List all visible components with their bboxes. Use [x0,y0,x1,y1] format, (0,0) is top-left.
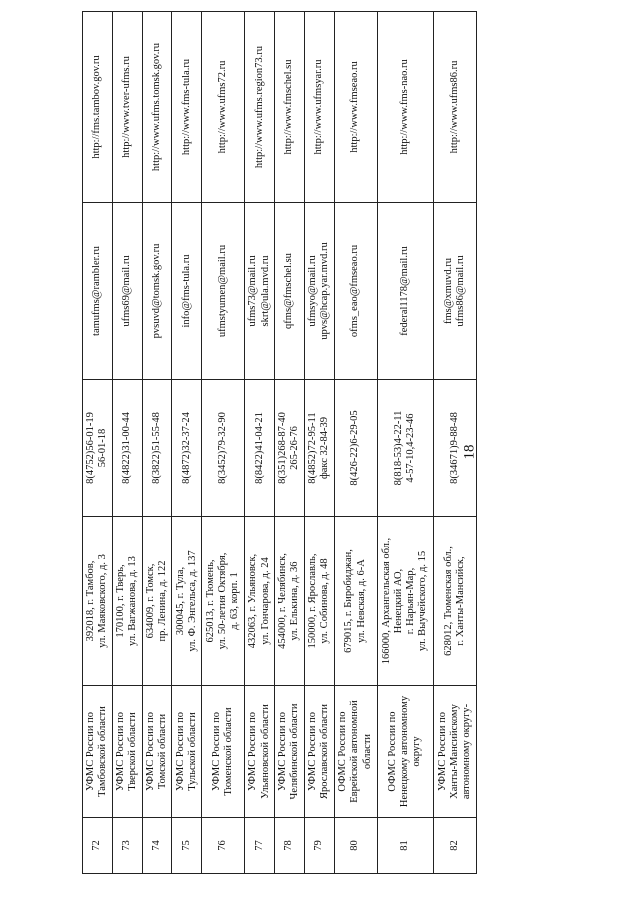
page-number: 18 [461,444,478,460]
email-cell [245,203,275,380]
organization-line: УФМС России по [85,711,97,792]
table-row [172,12,202,874]
email-cell [172,203,202,380]
address-line: ул. Гончарова, д. 24 [259,557,271,645]
website-text: http://www.fmseao.ru [349,61,361,153]
phone-line: 8(4752)56-01-19 [85,412,97,484]
organization-cell [433,686,476,818]
phone-line: 265-26-76 [289,426,301,470]
address-cell [142,517,172,686]
email-line: ufms69@mail.ru [121,255,133,327]
organization-line: Тюменской области [223,707,235,796]
row-number-cell [377,818,433,874]
organization-line: Еврейской автономной [349,700,361,803]
row-number-text: 77 [253,840,265,851]
address-cell [274,517,304,686]
address-cell [202,517,245,686]
address-cell [377,517,433,686]
email-cell [433,203,476,380]
email-cell [202,203,245,380]
address-cell [112,517,142,686]
email-line: ufms86@mail.ru [454,255,466,327]
email-cell [274,203,304,380]
website-cell [334,12,377,203]
website-text: http://www.ufms.region73.ru [253,45,265,169]
website-text: http://www.ufms.tomsk.gov.ru [150,42,162,172]
website-cell [172,12,202,203]
organization-line: УФМС России по [144,711,156,792]
address-line: 170100, г. Тверь, [115,564,127,638]
website-cell [274,12,304,203]
organization-line: УФМС России по [277,711,289,792]
phone-cell [245,380,275,517]
organization-line: Ненецкому автономному [399,695,411,808]
organization-line: Ярославской области [319,703,331,800]
organization-cell [172,686,202,818]
organization-line: Ханты-Мансийскому [448,704,460,799]
row-number-text: 80 [349,840,361,851]
website-cell [112,12,142,203]
phone-line: 8(818-53)4-22-11 [393,410,405,486]
organization-line: Ульяновской области [259,704,271,799]
address-line: ул. Выучейского, д. 15 [417,550,429,652]
organization-cell [142,686,172,818]
organization-cell [274,686,304,818]
address-line: ул. Невская, д. 6-А [355,559,367,643]
website-text: http://www.ufms72.ru [217,60,229,154]
email-line: fms@xmuvd.ru [442,258,454,324]
address-line: 679015, г. Биробиджан, [343,549,355,653]
website-text: http://www.tver-ufms.ru [121,56,133,158]
table-row [245,12,275,874]
address-line: 625013, г. Тюмень, [205,559,217,643]
website-cell [202,12,245,203]
row-number-text: 76 [217,840,229,851]
website-text: http://www.fms-tula.ru [180,58,192,156]
organization-line: Томской области [156,713,168,790]
website-cell [142,12,172,203]
address-cell [334,517,377,686]
website-text: http://fms.tambov.gov.ru [91,55,103,159]
row-number-text: 81 [399,840,411,851]
row-number-cell [433,818,476,874]
website-text: http://www.fmschel.su [283,59,295,155]
row-number-cell [172,818,202,874]
organization-cell [245,686,275,818]
organization-line: Тверской области [127,712,139,791]
website-cell [377,12,433,203]
row-number-cell [202,818,245,874]
organization-line: области [361,733,373,770]
address-line: 166000, Архангельская обл., [381,537,393,665]
phone-line: 8(4852)72-95-11 [307,412,319,484]
organization-cell [377,686,433,818]
fms-offices-table [82,11,477,874]
phone-line: 8(4822)31-00-44 [121,412,133,484]
website-text: http://www.fms-nao.ru [399,59,411,155]
table-row [112,12,142,874]
organization-line: УФМС России по [115,711,127,792]
phone-cell [202,380,245,517]
address-line: ул. Ф. Энгельса, д. 137 [186,550,198,652]
email-cell [377,203,433,380]
table-row [334,12,377,874]
organization-line: Тульской области [186,712,198,791]
address-line: ул. Вагжанова, д. 13 [127,556,139,646]
organization-line: УФМС России по [247,711,259,792]
phone-cell [142,380,172,517]
row-number-cell [112,818,142,874]
phone-line: 8(3822)51-55-48 [150,412,162,484]
email-line: upvs@hcap.yar.mvd.ru [319,242,331,340]
phone-cell [274,380,304,517]
row-number-text: 73 [121,840,133,851]
address-cell [245,517,275,686]
phone-line: 8(4872)32-37-24 [180,412,192,484]
organization-cell [83,686,113,818]
email-line: ufms73@mail.ru [247,255,259,327]
organization-cell [112,686,142,818]
table-row [83,12,113,874]
organization-line: УФМС России по [436,711,448,792]
email-line: skrt@ula.mvd.ru [259,255,271,327]
email-cell [334,203,377,380]
organization-line: Тамбовской области [97,706,109,797]
organization-line: ОФМС России по [387,711,399,792]
organization-cell [334,686,377,818]
address-line: ул. 50-летия Октября, [217,552,229,650]
address-line: 300045, г. Тула, [174,566,186,636]
table-row [142,12,172,874]
phone-cell [172,380,202,517]
row-number-cell [245,818,275,874]
row-number-cell [83,818,113,874]
address-line: ул. Маяковского, д. 3 [97,554,109,648]
address-line: Ненецкий АО, [393,568,405,634]
row-number-text: 72 [91,840,103,851]
phone-cell [83,380,113,517]
organization-line: округу [411,736,423,767]
website-text: http://www.ufms86.ru [448,60,460,154]
row-number-text: 74 [150,840,162,851]
table-row [304,12,334,874]
rotated-table-container [82,42,477,874]
phone-line: 4-57-10,4-23-46 [405,413,417,483]
table-row [202,12,245,874]
address-line: 634009, г. Томск, [144,563,156,639]
email-line: pvsuvd@tomsk.gov.ru [150,243,162,339]
phone-cell [433,380,476,517]
row-number-cell [334,818,377,874]
phone-cell [304,380,334,517]
organization-line: ОФМС России по [337,711,349,792]
phone-line: факс 32-84-39 [319,416,331,480]
email-line: federal1178@mail.ru [399,246,411,336]
row-number-text: 78 [283,840,295,851]
row-number-text: 75 [180,840,192,851]
website-cell [245,12,275,203]
row-number-cell [304,818,334,874]
organization-cell [304,686,334,818]
table-row [433,12,476,874]
phone-line: 8(8422)41-04-21 [253,412,265,484]
phone-line: 8(426-22)6-29-05 [349,410,361,486]
address-line: ул. Собинова, д. 48 [319,558,331,644]
email-line: info@fms-tula.ru [180,254,192,328]
address-line: 454000, г. Челябинск, [277,553,289,649]
phone-line: 56-01-18 [97,428,109,468]
organization-line: УФМС России по [174,711,186,792]
address-line: г. Ханты-Мансийск, [454,556,466,646]
website-cell [433,12,476,203]
email-line: ufmstyumen@mail.ru [217,244,229,338]
address-line: 150000, г. Ярославль, [307,553,319,649]
email-line: ufmsyo@mail.ru [307,255,319,327]
address-line: ул. Елькина, д. 36 [289,561,301,641]
address-cell [433,517,476,686]
table-row [377,12,433,874]
organization-cell [202,686,245,818]
table-row [274,12,304,874]
phone-line: 8(3452)79-32-90 [217,412,229,484]
phone-cell [112,380,142,517]
address-cell [83,517,113,686]
address-cell [304,517,334,686]
email-cell [142,203,172,380]
row-number-cell [274,818,304,874]
email-cell [83,203,113,380]
address-cell [172,517,202,686]
website-cell [304,12,334,203]
address-line: 392018, г. Тамбов, [85,560,97,642]
organization-line: автономному округу- [460,703,472,800]
phone-cell [377,380,433,517]
organization-line: УФМС России по [211,711,223,792]
website-text: http://www.ufmsyar.ru [313,59,325,155]
phone-cell [334,380,377,517]
row-number-cell [142,818,172,874]
address-line: д. 63, корп. 1 [229,572,241,630]
row-number-text: 82 [448,840,460,851]
email-line: ofms_eao@fmseao.ru [349,244,361,338]
address-line: пр. Ленина, д. 122 [156,560,168,642]
organization-line: Челябинской области [289,703,301,800]
website-cell [83,12,113,203]
email-cell [112,203,142,380]
email-cell [304,203,334,380]
row-number-text: 79 [313,840,325,851]
phone-line: 8(34671)9-88-48 [448,412,460,484]
organization-line: УФМС России по [307,711,319,792]
email-line: tamufms@rambler.ru [91,246,103,336]
address-line: 628012, Тюменская обл., [442,546,454,656]
phone-line: 8(351)268-87-40 [277,412,289,484]
email-line: qfms@fmschel.su [283,253,295,329]
address-line: 432063, г. Ульяновск, [247,553,259,649]
address-line: г. Нарьян-Мар, [405,567,417,635]
